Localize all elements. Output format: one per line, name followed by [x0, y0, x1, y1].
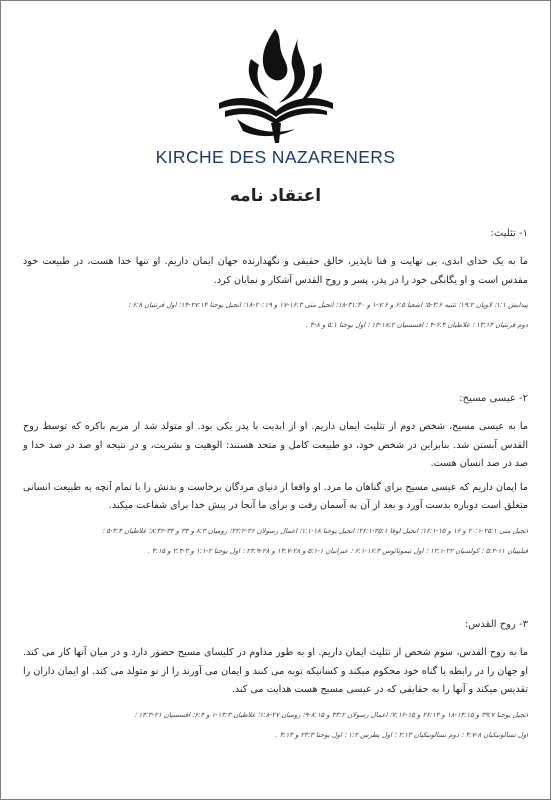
scripture-references: پیدایش ۱:۱؛ لاویان ۱۹:۲؛ تثنیه ۴:۶-۵؛ اشعیا ۶:۵ و ۷:۶-۱ و ۳۱:۴۰-۱۸؛ انجیل متی ۱۶:۳-۱۷ و ۲۰:۱۹-۱۸؛ انجیل یوحنا ۲۷:۱۴-۱۴؛ اول قرنتیان ۶:۸ ؛ [128, 301, 528, 310]
section-heading: ۱- تثلیث: [490, 228, 528, 239]
section-paragraph: ما به روح القدس، سوم شخص از تثلیث ایمان داریم. او به طور مداوم در کلیسای مسیح حضور دارد و در میان آنها کار می کند. او جهان را در رابطه با گناه خود محکوم میکند و کسانیکه توبه می کنند و ایمان می آورند را از نو متولد می کند. او ایمان داران را تقدیس میکند و آنها را به حقایقی که در عیسی مسیح هست هدایت می کند. [23, 647, 528, 696]
section-heading: ۳- روح القدس: [464, 619, 528, 630]
church-name: KIRCHE DES NAZARENERS [155, 147, 396, 167]
scripture-references: فیلیپیان ۱۱-۵:۲ ؛ کولسیان ۲۲-۱۲:۱ ؛ اول تیموتائوس ۱۶:۳-۶:۱ ؛ عبرانیان ۱-۵:۱ و ۲۸-۱۴:۷ و ۲۸-۲۴:۹ ؛ اول یوحنا ۲-۱:۱ و ۳-۲:۳ و ۴:۱۵ . [147, 546, 528, 555]
scripture-references: انجیل متی ۲۵:۱-۲۰:۱ و ۱۶ و ۱۵-۱۶:۱؛ انجیل لوقا ۳۵:۱-۲۶:۱؛ انجیل یوحنا ۱۸-۱:۱؛ اعمال رسولان ۳۶-۲۲:۲؛ رومیان ۸:۳ و ۳۴ و ۳۴-۸:۳۲؛ غلاطیان ۴:۴-۵ ؛ [101, 526, 528, 535]
scripture-references: دوم قرنتیان ۱۳:۱۳ ؛ غلاطیان ۶:۴-۴ ؛ افسسیان ۱۸:۲-۱۳ ؛ اول یوحنا ۵:۱ و ۸-۴ . [305, 321, 528, 330]
document-title: اعتقاد نامه [229, 186, 322, 206]
document-body [23, 228, 528, 739]
scripture-references: انجیل یوحنا ۳۹:۷ و ۱۴:۱۵-۱۸ و ۲۶:۱۴ و ۱۵-۷:۱۶؛ اعمال رسولان ۳۳:۲ و ۸:۱۵-۹؛ رومیان ۲۷-۱:۸؛ غلاطیان ۱۴:۳-۱ و ۶:۴؛ افسسیان ۲۱-۱۴:۳ ؛ [134, 710, 528, 719]
section-jesus-christ [23, 393, 528, 561]
section-paragraph: ما به عیسی مسیح، شخص دوم از تثلیث ایمان داریم. او از ابدیت با پدر یکی بود. او متولد شد از مریم باکره که توسط روح القدس آبستن شد. بنابراین در شخص خود، دو طبیعت کامل و متحد هستند: الوهیت و بشریت، و در نتیجه او صد در صد خدا و صد در صد انسان هست. [23, 421, 528, 470]
section-holy-spirit [23, 619, 528, 745]
scripture-references: اول تسالونیکیان ۸-۴:۷ ؛ دوم تسالونیکیان ۲:۱۳ ؛ اول پطرس ۱:۲ ؛ اول یوحنا ۲۴:۳ و ۴:۱۳ . [275, 730, 528, 739]
section-paragraph: ما ایمان داریم که عیسی مسیح برای گناهان ما مرد. او واقعا از دنیای مردگان برخاست و بدنش را با تمام آنچه به طبیعت انسانی متعلق است دوباره بدست آورد و بعد از آن به آسمان رفت و برای ما آنجا در پیش خدا برای شفاعت میکند. [23, 481, 528, 512]
section-heading: ۲- عیسی مسیح: [459, 393, 528, 404]
flame-book-icon [201, 19, 351, 144]
church-logo [1, 19, 550, 144]
section-trinity [23, 228, 528, 335]
section-paragraph: ما به یک خدای ابدی، بی نهایت و فنا ناپذیر، خالق حقیقی و نگهدارنده جهان ایمان داریم. او تنها خدا هست، در طبیعت خود مقدس است و او یگانگی خود را در پدر، پسر و روح القدس آشکار و نمایان کرد. [23, 256, 528, 286]
